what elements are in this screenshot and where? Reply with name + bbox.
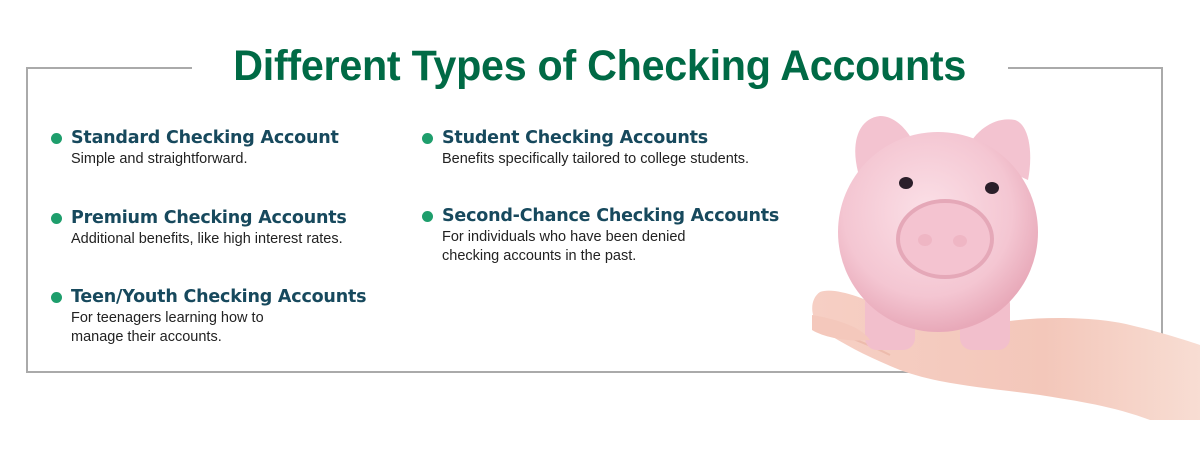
list-item-teen-youth xyxy=(51,287,366,347)
bullet-icon xyxy=(422,211,433,222)
list-item-premium xyxy=(51,208,411,249)
item-description: For teenagers learning how to manage their accounts. xyxy=(71,310,264,345)
item-description: Simple and straightforward. xyxy=(71,151,248,167)
page-title: Different Types of Checking Accounts xyxy=(233,41,967,90)
item-description: For individuals who have been denied checking accounts in the past. xyxy=(442,229,686,264)
title-container xyxy=(192,36,1008,96)
list-item-second-chance xyxy=(422,206,779,266)
item-heading: Student Checking Accounts xyxy=(442,128,709,148)
bullet-icon xyxy=(51,133,62,144)
item-description: Benefits specifically tailored to college students. xyxy=(442,151,750,167)
bullet-icon xyxy=(51,292,62,303)
bullet-icon xyxy=(51,213,62,224)
piggy-bank-icon xyxy=(790,100,1200,420)
bullet-icon xyxy=(422,133,433,144)
piggy-bank-image xyxy=(790,100,1200,420)
item-heading: Second-Chance Checking Accounts xyxy=(442,206,780,226)
list-item-student xyxy=(422,128,822,169)
item-heading: Premium Checking Accounts xyxy=(71,208,347,228)
list-item-standard xyxy=(51,128,411,169)
item-description: Additional benefits, like high interest rates. xyxy=(71,231,343,247)
item-heading: Teen/Youth Checking Accounts xyxy=(71,287,367,307)
item-heading: Standard Checking Account xyxy=(71,128,339,148)
